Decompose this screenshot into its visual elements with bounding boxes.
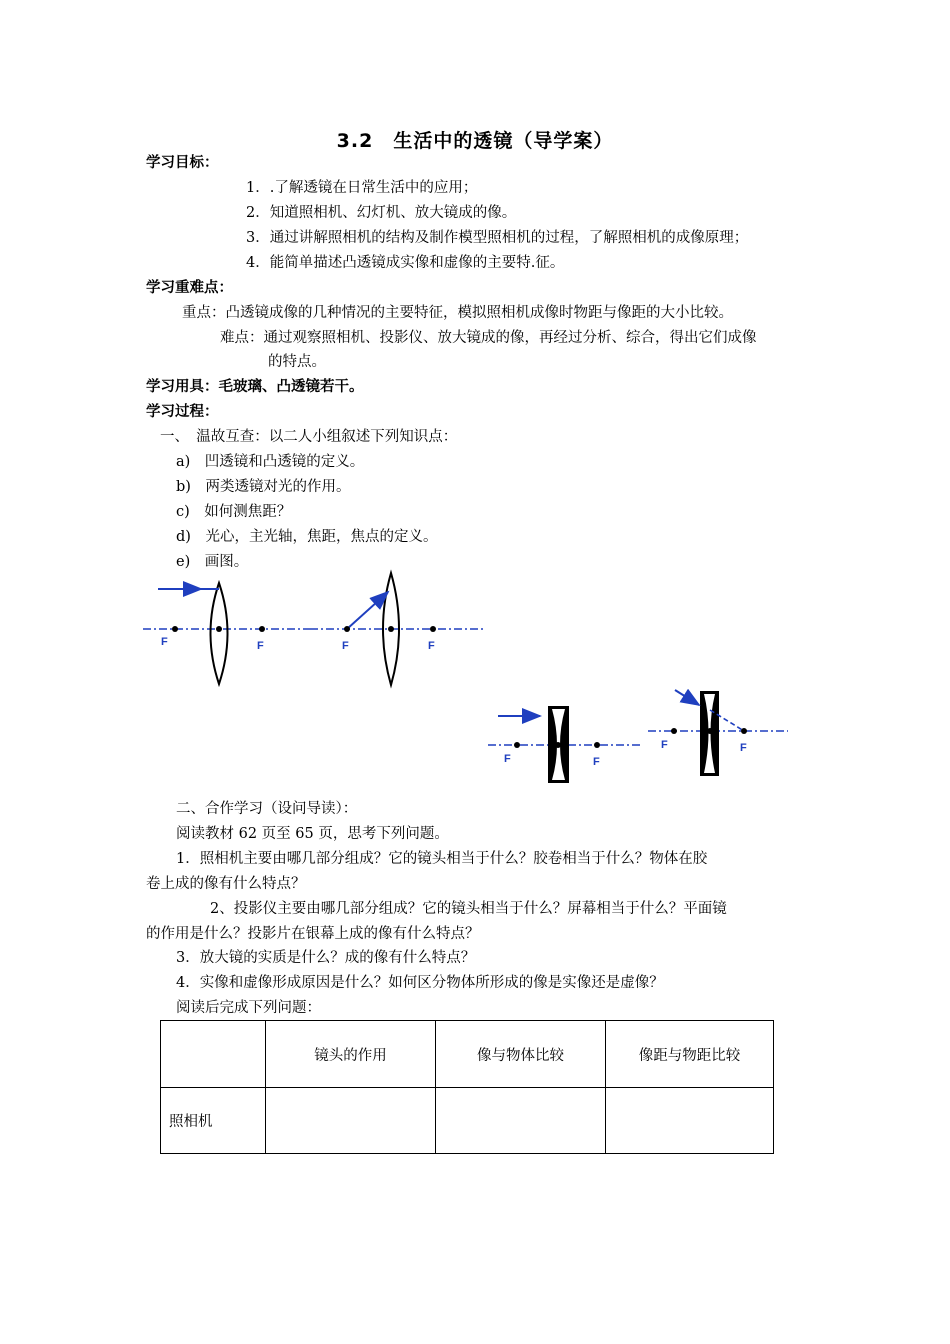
question-3: 3．放大镜的实质是什么？成的像有什么特点？ [176, 950, 476, 966]
difficulty-text: 难点：通过观察照相机、投影仪、放大镜成的像，再经过分析、综合，得出它们成像 [220, 330, 757, 346]
table-header-row [161, 1021, 774, 1088]
focus-label: F [428, 640, 435, 652]
focus-text: 重点：凸透镜成像的几种情况的主要特征，模拟照相机成像时物距与像距的大小比较。 [182, 305, 733, 321]
table-header-cell: 像与物体比较 [436, 1021, 606, 1088]
list-item: d) 光心，主光轴，焦距，焦点的定义。 [176, 529, 438, 545]
objective-item: 1．.了解透镜在日常生活中的应用； [246, 180, 478, 196]
objective-item: 4．能简单描述凸透镜成实像和虚像的主要特.征。 [246, 255, 565, 271]
focus-label: F [161, 636, 168, 648]
focus-label: F [661, 739, 668, 751]
concave-lens-diagram-1 [488, 706, 640, 783]
table-cell[interactable] [436, 1088, 606, 1154]
objectives-heading: 学习目标： [146, 155, 219, 171]
table-row [161, 1088, 774, 1154]
question-2: 2、投影仪主要由哪几部分组成？它的镜头相当于什么？屏幕相当于什么？平面镜 [210, 901, 727, 917]
reading-instruction: 阅读教材 62 页至 65 页，思考下列问题。 [176, 826, 449, 842]
after-reading: 阅读后完成下列问题： [176, 1000, 321, 1016]
question-1-cont: 卷上成的像有什么特点？ [146, 876, 306, 892]
list-item: e) 画图。 [176, 554, 249, 570]
difficulty-text-cont: 的特点。 [268, 354, 326, 370]
list-item: a) 凹透镜和凸透镜的定义。 [176, 454, 365, 470]
focus-label: F [504, 753, 511, 765]
section2-heading: 二、合作学习（设问导读）： [176, 801, 358, 817]
concave-lens-diagram-2 [648, 690, 788, 776]
focus-label: F [342, 640, 349, 652]
table-header-cell [161, 1021, 266, 1088]
tools-text: 学习用具：毛玻璃、凸透镜若干。 [146, 379, 364, 395]
list-item: c) 如何测焦距？ [176, 504, 292, 520]
convex-lens-diagram-2 [310, 573, 485, 685]
objective-item: 3．通过讲解照相机的结构及制作模型照相机的过程，了解照相机的成像原理； [246, 230, 749, 246]
process-heading: 学习过程： [146, 404, 219, 420]
question-2-cont: 的作用是什么？投影片在银幕上成的像有什么特点？ [146, 926, 480, 942]
key-points-heading: 学习重难点： [146, 280, 233, 296]
focus-label: F [257, 640, 264, 652]
page-title: 3.2 生活中的透镜（导学案） [336, 130, 614, 152]
convex-lens-diagram-1 [143, 583, 310, 684]
objective-item: 2．知道照相机、幻灯机、放大镜成的像。 [246, 205, 517, 221]
focus-label: F [593, 756, 600, 768]
table-cell: 照相机 [161, 1088, 266, 1154]
table-cell[interactable] [606, 1088, 774, 1154]
question-4: 4．实像和虚像形成原因是什么？如何区分物体所形成的像是实像还是虚像？ [176, 975, 664, 991]
table-cell[interactable] [266, 1088, 436, 1154]
table-header-cell: 像距与物距比较 [606, 1021, 774, 1088]
focus-label: F [740, 742, 747, 754]
section1-heading: 一、 温故互查：以二人小组叙述下列知识点： [160, 429, 458, 445]
question-1: 1．照相机主要由哪几部分组成？它的镜头相当于什么？胶卷相当于什么？物体在胶 [176, 851, 708, 867]
list-item: b) 两类透镜对光的作用。 [176, 479, 351, 495]
comparison-table [160, 1020, 774, 1154]
table-header-cell: 镜头的作用 [266, 1021, 436, 1088]
